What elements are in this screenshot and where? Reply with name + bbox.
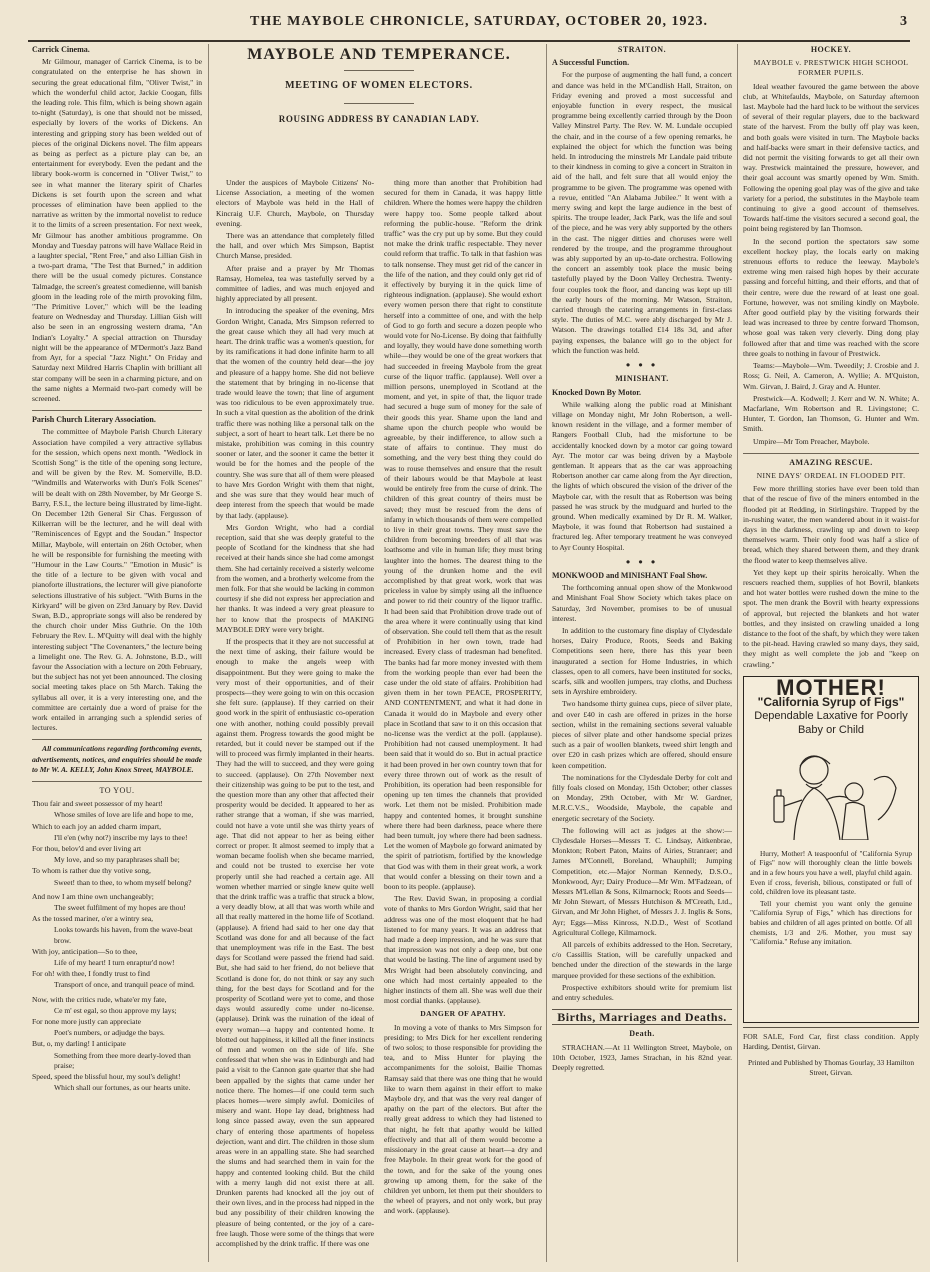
parish-heading: Parish Church Literary Association.	[32, 415, 156, 425]
article-paragraph: The Rev. David Swan, in proposing a cordial vote of thanks to Mrs Gordon Wright, said that her address was one of the most eloquent that he had listened to for many years. It was an address that had made a deep impression, and he was sure that that impression was not only a deep one, but one that would be lasting. The line of argument used by Mrs Wright had been absolutely convincing, and one which had most certainly appealed to the higher instincts of them all. She was well due their most cordial thanks. (applause).	[384, 894, 542, 1006]
column-rule	[208, 44, 209, 1262]
apathy-subhead: DANGER OF APATHY.	[420, 1009, 506, 1019]
ad-brand: "California Syrup of Figs"	[757, 694, 905, 709]
column-3	[552, 42, 732, 1264]
separator-dots: ● ● ●	[625, 360, 659, 370]
hockey-paragraph: Ideal weather favoured the game between the above club, at Whitefaulds, Maybole, on Saturday afternoon last. Maybole had the hard luck to be without the services of several of their regular players, due to the backward state of the harvest. From the bully off play was keen, and both goals were visited in turn. The Maybole backs and half-backs were smart in their defensive tactics, and did not permit the visiting forwards to get all their own way. Prestwick maintained the pressure, however, and their goal account was smartly opened by Wm. Smith. Following the opening goal play was of the give and take variety for a period, the substitutes in the Maybole team continuing to give a good account of themselves. Towards half-time the visitors secured a second goal, the point being registered by Ian Thomson.	[743, 81, 919, 234]
carrick-paragraph: Mr Gilmour, manager of Carrick Cinema, is to be congratulated on the enterprise he has shown in securing the great educational film, "Oliver Twist," in which the wonderful child actor, Jackie Coogan, fills the leading role. This film, which is being shown again to-night (Saturday), is one that should not be missed, especially by lovers of the works of Dickens. An interesting and gripping story has been welded out of pieces of the original Dickens novel. The film appears as being as perfect as a picture play can be, an entertainment for everybody. Even the pedant and the library book-worm is concerned in "Oliver Twist," to see in what manner the literary spirit of Charles Dickens is set fourth upon the screen and what processes of elimination have been applied to the narrative as written by the immortal novelist to reduce it to the limits of a screen presentation. For next week, Mr Gilmour has another ambitious programme. On Monday and Tuesday patrons will have Wallace Reid in a laughter special, "Rent Free," and also Lillian Gish in a two-part drama, "The Test that Burned," in addition there will be the usual comedy pictures. Constance Talmadge, the screen's greatest comedienne, will banish gloom in the leading role of the mirth provoking film, "The Primitive Lover," which will be the leading feature on Wednesday and Thursday. Lillian Gish will also be seen in an engrossing western drama, "An Indian's Loyalty." A special attraction on Thursday night will be the appearance of M'Dermott's Jazz Band from Ayr, for a special "Jazz Night." On Friday and Saturday next Mildred Harris Chaplin with brilliant all star company will be seen in a charming picture, and on the same nights a Mermaid two-part comedy will be screened.	[32, 57, 202, 403]
temperance-article	[216, 178, 542, 1262]
show-paragraph: The forthcoming annual open show of the Monkwood and Minishant Foal Show Society which takes place on Saturday, 3rd November, promises to be of unusual interest.	[552, 583, 732, 623]
masthead-title: THE MAYBOLE CHRONICLE, SATURDAY, OCTOBER 20, 1923.	[250, 14, 708, 29]
show-paragraph: Two handsome thirty guinea cups, piece of silver plate, and over £40 in cash are offered in prizes in the horse section, whilst in the remaining sections several valuable pieces of silver plate and other handsome special prizes such as a pair of woollen blankets, tweed shirt length and over £20 in cash prizes which are offered, should ensure keen competition.	[552, 699, 732, 770]
poem-line: My love, and so my paraphrases shall be;	[54, 855, 180, 865]
show-paragraph: In addition to the customary fine display of Clydesdale horses, Dairy Produce, Roots, Seeds and Baking Competitions seen here, there has this year been inaugurated a section for Home Industries, in which classes, open to all comers, have been instituted for socks, scarfs, silk and woollen jumpers, tray cloths, and Duchess sets in Ayrshire embroidery.	[552, 625, 732, 697]
poem-line: Sweet! than to thee, to whom myself belong?	[54, 877, 192, 887]
temperance-subhead-2: ROUSING ADDRESS BY CANADIAN LADY.	[278, 114, 480, 125]
rescue-paragraph: Yet they kept up their spirits heroically. When the rescuers reached them, supplies of hot Bovril, blankets and hot water bottles were rushed down the mine to the spot. The men drank the Bovril with hearty expressions of approval, but rejected the blankets and hot water bottles, and they insisted on crawling unaided a long distance to the foot of the shaft, by which they were taken to the pit-head. Having crawled so many days, they said, they might as well complete the job and "keep on crawling."	[743, 567, 919, 669]
births-heading: Births, Marriages and Deaths.	[552, 1009, 732, 1025]
rescue-heading: AMAZING RESCUE.	[789, 457, 873, 467]
mother-child-illustration	[756, 740, 906, 840]
ad-headline: MOTHER!	[776, 675, 886, 700]
carrick-heading: Carrick Cinema.	[32, 45, 90, 54]
knocked-heading: Knocked Down By Motor.	[552, 387, 642, 397]
article-paragraph: In moving a vote of thanks to Mrs Simpson for presiding; to Mrs Dick for her excellent rendering of two solos; to those responsible for providing the tea, and to Miss Hunter for playing the accompaniments for the soloist, Bailie Thomas Ramsay said that there was one thing that he would like to warn them against in their effort to make Maybole dry, and that was the very real danger of apathy on the part of the electors. But after the really great address to which they had listened to that night, he felt that apathy would be killed effectively and that all of them would become a missionary in the great cause at heart—a dry and free Maybole. In their great work for the good of the town, and for the sake of the young ones growing up among them, for the sake of the children yet unborn, let them put their shoulders to the wheel of prayers, and not only work, but pray and work. (applause).	[384, 1022, 542, 1216]
show-paragraph: The following will act as judges at the show:—Clydesdale Horses—Messrs T. C. Lindsay, Aitkenbrae, Monkton; Robert Paton, Mains of Airies, Stranraer; and James M'Connell, Boreland, Whauphill; Jumping Competition, etc.—Major Norman Kennedy, D.S.O., Monkwood, Ayr; Dairy Produce—Mr Wm. M'Fadzean, of Messrs M'Lellan & Sons, Kilmarnock; Roots and Seeds—Mr John Stewart, of Messrs Hutchison & M'Creath, Ltd., Girvan, and Mr John Highet, of Messrs J. J. Inglis & Sons, Ayr; Eggs—Miss Kinross, N.D.D., West of Scotland Agricultural College, Kilmarnock.	[552, 825, 732, 937]
hockey-heading: HOCKEY.	[810, 45, 852, 54]
for-sale-notice	[743, 1027, 919, 1052]
divider	[32, 410, 202, 411]
death-heading: Death.	[629, 1029, 655, 1039]
hockey-paragraph: Teams:—Maybole—Wm. Tweedily; J. Crosbie and J. Ross; G. Neil, A. Cameron, A. Wyllie; A. M'Quiston, Wm. Girvan, J. Baird, J. Gray and A. Hunter.	[743, 361, 919, 391]
hockey-paragraph: Prestwick—A. Kodwell; J. Kerr and W. N. White; A. Macfarlane, Wm Robertson and R. Livingstone; C. Hunter, T. Gordon, Ian Thomson, G. Hunter and Wm. Smith.	[743, 393, 919, 434]
minishant-heading: MINISHANT.	[615, 374, 669, 384]
ad-paragraph: Tell your chemist you want only the genuine "California Syrup of Figs," which has directions for babies and children of all ages printed on bottle. Of all chemists, 1/3 and 2/6. Mother, you must say "California." Refuse any imitation.	[750, 898, 912, 947]
column-4	[743, 42, 919, 1264]
ad-body	[750, 849, 912, 947]
temperance-headline: MAYBOLE AND TEMPERANCE.	[247, 46, 511, 63]
ad-tagline-2: Baby or Child	[797, 724, 865, 737]
ad-paragraph: Hurry, Mother! A teaspoonful of "California Syrup of Figs" now will thoroughly clean the little bowels and in a few hours you have a well, playful child again. Even if cross, feverish, bilious, constipated or full of cold, children love its pleasant taste.	[750, 848, 912, 897]
poem-line: The sweet fulfilment of my hopes are thou!	[54, 903, 186, 913]
poem-line: Speed, speed the blissful hour, my soul's delight!	[32, 1072, 181, 1082]
mother-body	[794, 788, 840, 840]
divider	[344, 103, 414, 104]
article-paragraph: After praise and a prayer by Mr Thomas Ramsay, Homelea, tea was tastefully served by a committee of ladies, and was much enjoyed and highly appreciated by all present.	[216, 263, 374, 304]
hockey-paragraph: Umpire—Mr Tom Preacher, Maybole.	[753, 436, 870, 446]
knocked-paragraph: While walking along the public road at Minishant village on Monday night, Mr John Robertson, a well-known resident in the village, and a former member of Rangers Football Club, had the misfortune to be accidentally knocked down by a motor car going toward Ayr. The motor car was being driven by a Maybole gentleman. It appears that as the car was approaching Robertson another car came along from the Ayr direction, the lights of which obscured the vision of the driver of the Maybole car, with the result that as Robertson was being passed he was struck by the mudguard and hurled to the ground. When medically examined by Dr R. M. Walker, Maybole, it was found that Robertson had sustained a fractured leg. After temporary treatment he was conveyed to Ayr County Hospital.	[552, 399, 732, 552]
temperance-left	[216, 178, 374, 1262]
show-paragraph: Prospective exhibitors should write for premium list and entry schedules.	[552, 982, 732, 1003]
mother-head	[800, 756, 828, 784]
poem-line: But, o, my darling! I anticipate	[32, 1039, 126, 1049]
divider	[32, 739, 202, 740]
show-heading: MONKWOOD and MINISHANT Foal Show.	[552, 570, 708, 580]
article-paragraph: There was an attendance that completely filled the hall, and over which Mrs Simpson, Baptist Church Manse, presided.	[216, 231, 374, 261]
column-rule	[546, 44, 547, 1262]
poem-line: Which shall our fortunes, as our hearts unite.	[54, 1083, 191, 1093]
hockey-paragraph: In the second portion the spectators saw some excellent hockey play, the locals early on making strenuous efforts to reduce the leeway. Maybole's extreme wing men raised high hopes by their accurate passing and forceful hitting, and their efforts, and that of their centre, were due the reward of at least one goal. Fortune, however, was not smiling kindly on Maybole. After good outfield play by the visiting forwards their lead was increased to three by centre forward Thomson, whose goal was taken very cleverly. Ding dong play followed after that and time was reached with the score three goals to nothing in favour of Prestwick.	[743, 236, 919, 358]
poem-line: With joy, anticipation—So to thee,	[32, 946, 138, 956]
hockey-subhead: MAYBOLE v. PRESTWICK HIGH SCHOOL FORMER PUPILS.	[753, 58, 909, 78]
poem-line: Which to each joy an added charm impart,	[32, 821, 162, 831]
poem-line: Now, with the critics rude, whate'er my fate,	[32, 994, 167, 1004]
article-paragraph: If the prospects that it they are not successful at the next time of asking, their failure would be enough to make the angels weep with disappointment. But they were going to make the very most of their opportunities, and of their prospects—they were going to win on this occasion she felt sure. (applause). If they carried on their good work in the spirit of enthusiastic co-operation one with another, nothing could possibly prevail against them. Progress towards the good might be retarded, but it could never be stamped out if the will to proceed was firmly implanted in their hearts. They had the will to succeed, and they were going to succeed. (applause). On 27th November next their citizenship was going to be put to the test, and the question more than any other that affected their prosperity would be decided. It appeared to her as rather strange that a woman, if she was married, could not have a vote until she was thirty years of age. That did not appear to her as being either correct or proper. It almost seemed to imply that a woman became foolish when she became married, and could not be trusted to exercise her vote properly until she had reached a certain age. All women whether married or single knew quite well that the drink traffic was a traffic that struck a blow, a very deadly blow, at all that was worth while and all that really mattered in the home life of Scotland. (applause). A friend had said to her one day that Scotland was done for and all because of the fact that unemployment was rife in the East. The best days for Scotland were passed the friend had said. But, she had said to her friend, do not believe that Scotland is done for, do not think or say any such thing, for the best days for Scotland and for the prosperity of Scotland were yet to come, and those days would assuredly come under no-license. (applause). Drink was the ruination of the ideal of every woman—a happy and contented home. It blotted out happiness, it killed all the finer instincts of men and women on the side of life. She confessed that when she was in Edinburgh and had paid a visit to the Cannon gate quarter that she had been appalled by the sights that came under her notice there. The homes—if one could term such places homes—were simply awful. Domiciles of misery and want. Hope lay dead, brightness had long since passed away, even the sun appeared chary of entering those apartments of hopeless dejection, want and dirt. The children in those slum areas were in an appalling state. She had searched the slums and had searched them in vain for the happy and contented looking child. But the child with a merry laugh did not exist there at all. Drunken parents had knocked all the joy out of their own lives, and in the process had nipped in the bud any possibility of their children knowing the pleasure of being contented, or the joy of a care-free laugh. Those were some of the things that were accomplished by the drink traffic. If there was one	[216, 636, 374, 1248]
article-paragraph: Under the auspices of Maybole Citizens' No-License Association, a meeting of the women electors of Maybole was held in the Hall of Kincraig U.F. Church, Maybole, on Thursday evening.	[216, 178, 374, 228]
poem-line: Thou fair and sweet possessor of my heart!	[32, 799, 163, 809]
straiton-heading: STRAITON.	[617, 45, 667, 54]
poem-line: And now I am thine own unchangeably;	[32, 891, 154, 901]
rescue-subhead: NINE DAYS' ORDEAL IN FLOODED PIT.	[756, 470, 906, 480]
poem-title: TO YOU.	[99, 786, 135, 796]
communications-notice: All communications regarding forthcoming events, advertisements, notices, and enquiries should be made to Mr W. A. KELLY, John Knox Street, MAYBOLE.	[32, 744, 202, 774]
poem-line: Ce m' est egal, so thou approve my lays;	[54, 1005, 177, 1015]
child-body	[842, 802, 868, 840]
syrup-of-figs-ad	[743, 676, 919, 1023]
poem-line: Life of my heart! I turn enraptur'd now!	[54, 958, 175, 968]
poem-line: Poet's numbers, or adjudge the bays.	[54, 1028, 165, 1038]
poem-line: For none more justly can appreciate	[32, 1017, 142, 1027]
divider	[743, 453, 919, 454]
poem-line: As the tossed mariner, o'er a wintry sea,	[32, 914, 154, 924]
printer-imprint: Printed and Published by Thomas Gourlay, 33 Hamilton Street, Girvan.	[747, 1058, 915, 1078]
divider	[344, 70, 414, 71]
poem-line: Transport of once, and tranquil peace of mind.	[54, 980, 195, 990]
poem-line: Whose smiles of love are life and hope to me,	[54, 810, 194, 820]
article-paragraph: In introducing the speaker of the evening, Mrs Gordon Wright, Canada, Mrs Simpson referred to the great cause which they all had very much at heart. The drink traffic was a women's question, for by its ramifications it had done infinite harm to all that the women of the country held dear—the joy and pleasure of a happy home. She did not believe the statement that by bringing in no-license that trade would leave the town; that line of argument was too ridiculous to be even approximately true. In such a vital question as the abolition of the drink traffic there was nothing like a personal talk on the subject, a sort of heart to heart talk. Let there be no mistake, prohibition was coming in this country sooner or later, and the sooner it came the better it would be for the homes and the people of the country. She was sure that all of them were pleased to have Mrs Gordon Wright with them that night, and she was sure that they would hear much of deep interest from the speech that would be made by that lady. (applause).	[216, 306, 374, 520]
parish-paragraph: The committee of Maybole Parish Church Literary Association have compiled a very attractive syllabus for the session, which opens next month. "Wedlock in Scottish Song" is the title of the opening song lecture, and will be given by the Rev. M. Somerville, B.D. "Windmills and Waterworks with Dun's Folk Scenes" will be dealt with on 28th November, by Mr George S. Barry, F.S.I., the lecture being illustrated by lime-light. On December 12th General Sir Chas. Fergusson of Kilkerran will be the lecturer, and he will deal with "Reminiscences of Egypt and the Soudan." Inspector Millar, Maybole, will entertain on 26th October, when he will be responsible for furnishing the meeting with "Humour in the Law Courts." "Emotion in Music" is the title of a lecture to be given with vocal and pianoforte illustrations, the lecturer will give pianoforte selections illustrative of his subject. "With Burns in the Kirkyard" will be given on 23rd January by Rev. David Swan, B.D., appropriate songs will also be rendered by the church choir under Miss Guthrie. On the 10th February the Rev. L. M'Quitty will deal with the highly interesting subject "The Covenanters," the lecture being a limelight one. The Rev. G. A. Johnstone, B.D., will favour the Association with a lecture on 20th February, but the subject has not yet been announced. The closing social meeting takes place on 5th March. Taking the syllabus all over, it is a very interesting one, and the committee are certainly due a word of praise for the work entailed in arranging such a splendid series of lectures.	[32, 427, 202, 733]
temperance-right	[384, 178, 542, 1262]
poem-line: For thou, belov'd and ever living art	[32, 844, 142, 854]
poem-line: Something from thee more dearly-loved than praise;	[54, 1050, 191, 1070]
temperance-header	[216, 42, 542, 178]
death-notice: STRACHAN.—At 11 Wellington Street, Maybole, on 10th October, 1923, James Strachan, in his 82nd year. Deeply regretted.	[552, 1042, 732, 1073]
ad-tagline: Dependable Laxative for Poorly	[754, 710, 908, 723]
divider	[32, 781, 202, 782]
separator-dots: ● ● ●	[625, 556, 659, 566]
article-paragraph: thing more than another that Prohibition had secured for them in Canada, it was happy little children. Where the homes were happy the children were happy too. Some people talked about reforming the public-house. "Reform the drink traffic" was the cry put up by some. But they could not make the drink traffic respectable. They never could reform that traffic. To talk in that fashion was to talk nonsense. They must get rid of the cancer in the life of the nation, and they could only get rid of it effectively by burying it in the quick lime of righteous indignation. (applause). She would exhort every women person there that right to constitute herself into a committee of one, and with the help of God to go forth and secure a dozen people who would vote for No-License. By doing that faithfully and loyally, they would have done something worth while—they would be one of the great workers that had succeeded in freeing Maybole from the great curse of the liquor traffic. (applause). Well over a million persons, unemployed in Scotland at the moment, and yet, in spite of that, the liquor trade had secured a huge sum of money for the sale of their goods this year. Shame upon the land and shame upon the church people who would be agreeable, by their indifference, to allow such a state of affairs to continue. They must do something, and the very best thing they could do was to rouse themselves and ensure that the result of their labours would be that Maybole at least would be entirely free from the curse of drink. The children of this great country of theirs must be saved; they must be rescued from the dens of infamy in which thousands of them were compelled to live in their great towns. They must save the children from becoming breeders of all that was loathsome and vile in human life; they must bring laughter into the homes. The dearest thing to the young of the drunken home and the evil accomplished by that great work, work that was priceless in value by simply using all the influence and power to rid their country of the liquor traffic. It had been said that Prohibition drove trade out of the area where it were continually using that kind of observation. She could tell them that as the result of Prohibition in her own town, trade had increased. Every class of tradesman had benefited. The banks had far more money invested with them from the working people than ever had been the case under the old state of affairs. Prohibition had given them in her town PEACE, PROSPERITY, AND CONTENTMENT, and what it had done in Canada it would do in Maybole and every other place in Scotland that saw to it on this occasion that no-license was the verdict at the poll. (applause). Prohibition had not caused unemployment. It had been said that it would do so. But in actual practice it had been proved in her own country town that for every three thrown out of work as the result of Prohibition, its operation had been responsible for opening up ten times the channels that provided work. Let them not be misled. Prohibition made happy and contented homes, it brought sunshine where there had been darkness, peace where there had been tumult, joy where there had been sadness. Let the women of Maybole go forward animated by the spirit of patriotism, fortified by the knowledge that God was with them in their great work, a work that would confer a blessing on their town and a boon to its people. (applause).	[384, 178, 542, 892]
temperance-subhead: MEETING OF WOMEN ELECTORS.	[285, 80, 473, 92]
column-rule	[737, 44, 738, 1262]
poem-line: I'll e'en (why not?) inscribe my lays to thee!	[54, 832, 188, 842]
rescue-paragraph: Few more thrilling stories have ever been told than that of the rescue of five of the miners entombed in the flooded pit at Redding, in Stirlingshire. Trapped by the in-rushing water, the men wandered about in it waist-for days in the darkness, crawling up and down to keep themselves warm. Their only food was half a slice of bread, which they shared between them, and they drank the flood water to keep themselves alive.	[743, 484, 919, 565]
column-1	[32, 42, 202, 1264]
page-number: 3	[900, 14, 908, 29]
masthead	[28, 14, 910, 42]
poem	[32, 799, 202, 1093]
for-sale-text: FOR SALE, Ford Car, first class condition. Apply Harding, Dentist, Girvan.	[743, 1031, 919, 1051]
function-heading: A Successful Function.	[552, 58, 630, 68]
bottle	[774, 796, 784, 822]
poem-line: For oh! with thee, I fondly trust to find	[32, 969, 150, 979]
poem-line: Looks towards his haven, from the wave-beat brow.	[54, 925, 193, 945]
show-paragraph: All parcels of exhibits addressed to the Hon. Secretary, c/o Cassillis Station, will be carefully unpacked and benched under the direction of the stewards in the large marquee provided for these sections of the exhibition.	[552, 940, 732, 980]
function-paragraph: For the purpose of augmenting the hall fund, a concert and dance was held in the M'Candlish Hall, Straiton, on Friday evening and proved a most successful and enjoyable function in every respect, the musical programme being excellently carried through by the Doon Valley Minstrel Party. The Rev. W. M. Lundale occupied the chair, and in the course of a few opening remarks, he explained the object for which the function was being held. In introducing the minstrels Mr Landale paid tribute to their kindness in coming to give a concert in Straiton in aid of the hall, and felt sure that all would enjoy the programme to be given. The programme was opened with a revue, entitled "An Alabama Jubilee." It went with a merry swing and kept the large audience in the best of spirits. The troupe leader, Jack Park, was the life and soul of the piece, and he was very ably supported by the others in the cast. The nigger ditties and choruses were well rendered by the troupe, and the programme throughout was ably supported by an up-to-date orchestra. Following the concert an assembly took place the music being tastefully played by the Doon Valley Orchestra. Twenty-four couples took the floor, and dancing was kept up till the early hours of the morning. Mr Watson, Straiton, carried through the catering arrangements in first-class style. The duties of M.C. were ably discharged by Mr J. Watson. The drawings totalled £14 18s 3d, and after paying expenses, the balance will go to the object for which the function was held.	[552, 70, 732, 355]
poem-line: To whom is rather due thy votive song,	[32, 866, 151, 876]
article-paragraph: Mrs Gordon Wright, who had a cordial reception, said that she was deeply grateful to the people of Scotland for the kindness that she had received at their hands since she had come amongst them. She had certainly received a sisterly welcome from the women, and a brotherly welcome from the men folk. For that she would be lacking in common courtesy if she did not express her appreciation and her thanks. It was indeed a very great pleasure to her to know that the prospects of MAKING MAYBOLE DRY were very bright.	[216, 522, 374, 634]
show-paragraph: The nominations for the Clydesdale Derby for colt and filly foals closed on Monday, 15th October; other classes on Monday, 29th October, with Mr W. Gardner, M.R.C.V.S., Woodside, Maybole, the capable and energetic secretary of the Society.	[552, 772, 732, 823]
